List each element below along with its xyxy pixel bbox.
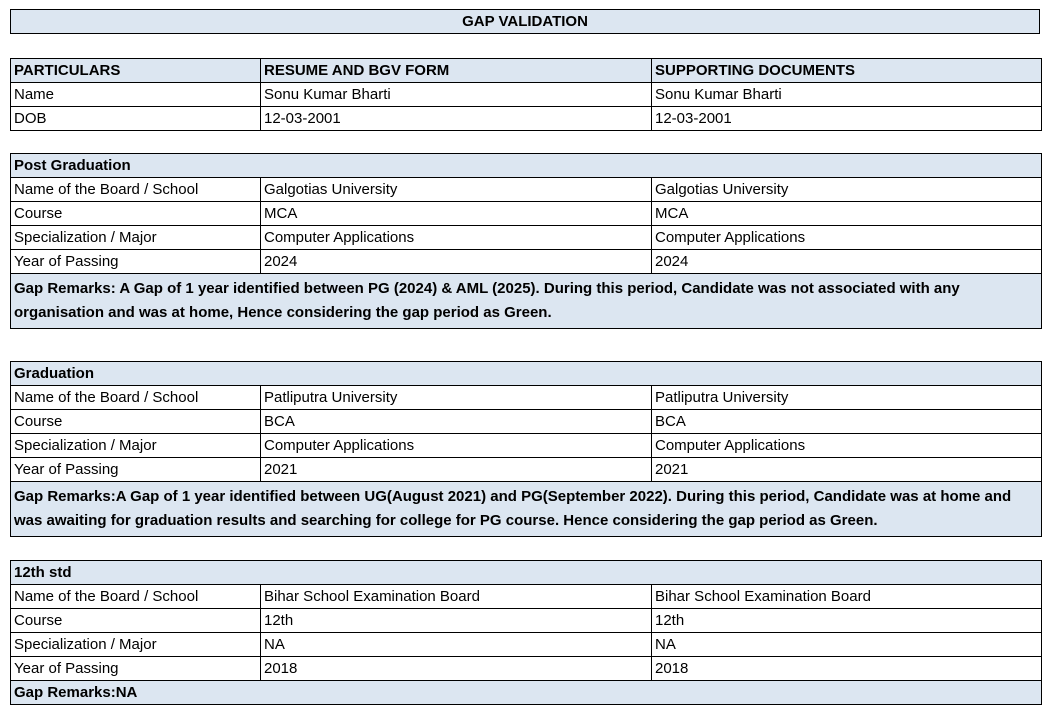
table-row — [11, 83, 1042, 107]
row-resume-value: Computer Applications — [261, 226, 652, 250]
row-docs-value: Bihar School Examination Board — [652, 585, 1042, 609]
row-label: Course — [11, 202, 261, 226]
row-docs-value: Computer Applications — [652, 434, 1042, 458]
row-resume-value: Bihar School Examination Board — [261, 585, 652, 609]
row-docs-value: Sonu Kumar Bharti — [652, 83, 1042, 107]
header-particulars: PARTICULARS — [11, 59, 261, 83]
table-row — [11, 386, 1042, 410]
row-resume-value: 2021 — [261, 458, 652, 482]
particulars-table — [10, 58, 1042, 131]
row-resume-value: Computer Applications — [261, 434, 652, 458]
row-docs-value: 2021 — [652, 458, 1042, 482]
header-documents: SUPPORTING DOCUMENTS — [652, 59, 1042, 83]
graduation-table — [10, 361, 1042, 537]
row-label: Year of Passing — [11, 458, 261, 482]
page-title: GAP VALIDATION — [10, 9, 1040, 34]
gap-remarks-row — [11, 274, 1042, 329]
section-title: 12th std — [11, 561, 1042, 585]
row-label: Name of the Board / School — [11, 386, 261, 410]
row-label: Course — [11, 609, 261, 633]
gap-remarks: Gap Remarks:A Gap of 1 year identified between UG(August 2021) and PG(September 2022). During this period, Candidate was at home and was awaiting for graduation results and searching for college for PG course. Hence considering the gap period as Green. — [11, 482, 1042, 537]
table-row — [11, 202, 1042, 226]
row-label: Name — [11, 83, 261, 107]
table-row — [11, 657, 1042, 681]
row-label: Specialization / Major — [11, 633, 261, 657]
row-label: Course — [11, 410, 261, 434]
row-label: Specialization / Major — [11, 434, 261, 458]
table-row — [11, 609, 1042, 633]
post-graduation-table — [10, 153, 1042, 329]
row-docs-value: Computer Applications — [652, 226, 1042, 250]
row-label: Year of Passing — [11, 250, 261, 274]
gap-remarks: Gap Remarks: A Gap of 1 year identified between PG (2024) & AML (2025). During this period, Candidate was not associated with any organisation and was at home, Hence considering the gap period as Green. — [11, 274, 1042, 329]
table-header-row — [11, 59, 1042, 83]
row-label: DOB — [11, 107, 261, 131]
table-row — [11, 410, 1042, 434]
row-label: Year of Passing — [11, 657, 261, 681]
table-row — [11, 250, 1042, 274]
table-row — [11, 107, 1042, 131]
row-resume-value: Patliputra University — [261, 386, 652, 410]
table-row — [11, 633, 1042, 657]
row-docs-value: NA — [652, 633, 1042, 657]
row-docs-value: 2018 — [652, 657, 1042, 681]
row-resume-value: BCA — [261, 410, 652, 434]
table-row — [11, 585, 1042, 609]
table-row — [11, 226, 1042, 250]
table-row — [11, 434, 1042, 458]
section-title: Graduation — [11, 362, 1042, 386]
section-title: Post Graduation — [11, 154, 1042, 178]
row-docs-value: Patliputra University — [652, 386, 1042, 410]
twelfth-std-table — [10, 560, 1042, 705]
row-resume-value: 2024 — [261, 250, 652, 274]
header-resume: RESUME AND BGV FORM — [261, 59, 652, 83]
row-docs-value: MCA — [652, 202, 1042, 226]
row-resume-value: Sonu Kumar Bharti — [261, 83, 652, 107]
row-label: Name of the Board / School — [11, 178, 261, 202]
row-resume-value: Galgotias University — [261, 178, 652, 202]
row-resume-value: 2018 — [261, 657, 652, 681]
row-label: Specialization / Major — [11, 226, 261, 250]
section-title-row — [11, 561, 1042, 585]
gap-remarks: Gap Remarks:NA — [11, 681, 1042, 705]
row-docs-value: 12th — [652, 609, 1042, 633]
row-resume-value: 12th — [261, 609, 652, 633]
row-resume-value: 12-03-2001 — [261, 107, 652, 131]
table-row — [11, 178, 1042, 202]
section-title-row — [11, 154, 1042, 178]
row-docs-value: Galgotias University — [652, 178, 1042, 202]
row-resume-value: NA — [261, 633, 652, 657]
row-docs-value: 12-03-2001 — [652, 107, 1042, 131]
gap-remarks-row — [11, 482, 1042, 537]
table-row — [11, 458, 1042, 482]
row-resume-value: MCA — [261, 202, 652, 226]
row-docs-value: BCA — [652, 410, 1042, 434]
row-label: Name of the Board / School — [11, 585, 261, 609]
section-title-row — [11, 362, 1042, 386]
gap-remarks-row — [11, 681, 1042, 705]
row-docs-value: 2024 — [652, 250, 1042, 274]
